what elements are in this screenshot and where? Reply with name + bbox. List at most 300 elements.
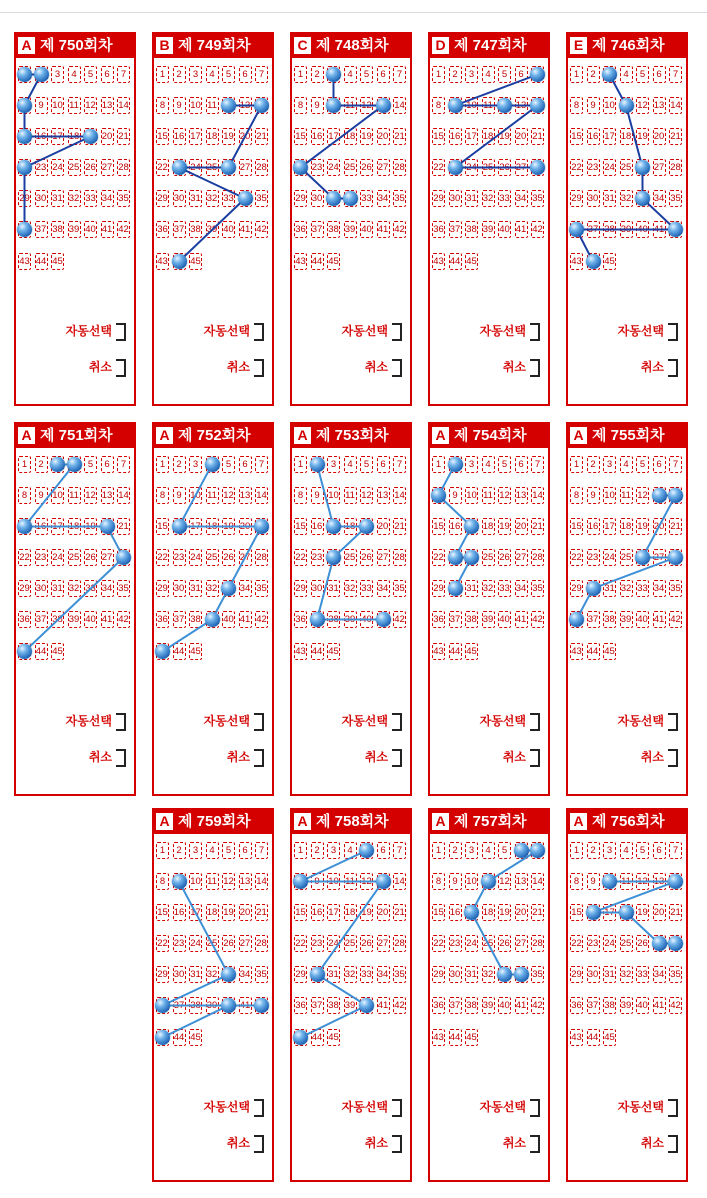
number-cell[interactable]: 3 xyxy=(465,66,478,83)
number-cell[interactable]: 44 xyxy=(587,643,600,660)
number-cell[interactable]: 4 xyxy=(344,456,357,473)
number-cell[interactable]: 20 xyxy=(239,518,252,535)
number-cell[interactable]: 38 xyxy=(603,611,616,628)
number-cell[interactable]: 36 xyxy=(570,997,583,1014)
number-cell[interactable]: 26 xyxy=(360,935,373,952)
number-cell[interactable]: 4 xyxy=(482,66,495,83)
number-cell[interactable]: 43 xyxy=(156,253,169,270)
number-cell[interactable]: 19 xyxy=(222,128,235,145)
number-cell[interactable]: 14 xyxy=(255,873,268,890)
number-cell[interactable]: 11 xyxy=(344,97,357,114)
number-cell[interactable]: 25 xyxy=(344,159,357,176)
number-cell[interactable]: 17 xyxy=(603,904,616,921)
number-cell[interactable]: 43 xyxy=(570,253,583,270)
number-cell[interactable]: 36 xyxy=(294,611,307,628)
number-cell[interactable]: 35 xyxy=(117,580,130,597)
number-cell[interactable]: 38 xyxy=(327,997,340,1014)
number-cell[interactable]: 11 xyxy=(206,487,219,504)
number-cell[interactable]: 23 xyxy=(173,935,186,952)
number-cell[interactable]: 32 xyxy=(482,580,495,597)
number-cell[interactable]: 29 xyxy=(432,580,445,597)
number-cell[interactable]: 5 xyxy=(498,842,511,859)
number-cell[interactable]: 25 xyxy=(206,935,219,952)
number-cell[interactable]: 20 xyxy=(653,904,666,921)
number-cell[interactable]: 42 xyxy=(531,221,544,238)
number-cell[interactable]: 8 xyxy=(156,873,169,890)
number-cell[interactable]: 6 xyxy=(377,66,390,83)
number-cell[interactable]: 24 xyxy=(189,549,202,566)
number-cell[interactable]: 33 xyxy=(360,580,373,597)
number-cell[interactable]: 10 xyxy=(51,487,64,504)
number-cell[interactable]: 22 xyxy=(432,549,445,566)
number-cell[interactable]: 37 xyxy=(173,611,186,628)
number-cell[interactable]: 30 xyxy=(173,190,186,207)
number-cell[interactable]: 42 xyxy=(255,221,268,238)
number-cell[interactable]: 22 xyxy=(18,549,31,566)
number-cell[interactable]: 36 xyxy=(156,221,169,238)
number-cell[interactable]: 22 xyxy=(570,549,583,566)
number-cell[interactable]: 18 xyxy=(344,518,357,535)
number-cell[interactable]: 10 xyxy=(465,487,478,504)
number-cell[interactable]: 6 xyxy=(239,66,252,83)
number-cell[interactable]: 29 xyxy=(156,190,169,207)
number-cell[interactable]: 29 xyxy=(294,580,307,597)
number-cell[interactable]: 20 xyxy=(239,128,252,145)
number-cell[interactable]: 39 xyxy=(206,221,219,238)
number-cell[interactable]: 32 xyxy=(620,190,633,207)
number-cell[interactable]: 11 xyxy=(482,487,495,504)
number-cell[interactable]: 23 xyxy=(587,159,600,176)
number-cell[interactable]: 11 xyxy=(68,487,81,504)
number-cell[interactable]: 10 xyxy=(51,97,64,114)
number-cell[interactable]: 35 xyxy=(669,190,682,207)
number-cell[interactable]: 8 xyxy=(18,487,31,504)
number-cell[interactable]: 7 xyxy=(669,456,682,473)
number-cell[interactable]: 24 xyxy=(327,935,340,952)
number-cell[interactable]: 4 xyxy=(482,842,495,859)
number-cell[interactable]: 44 xyxy=(587,1029,600,1046)
number-cell[interactable]: 9 xyxy=(173,487,186,504)
number-cell[interactable]: 19 xyxy=(498,518,511,535)
number-cell[interactable]: 35 xyxy=(531,580,544,597)
number-cell[interactable]: 22 xyxy=(294,549,307,566)
number-cell[interactable]: 2 xyxy=(587,842,600,859)
number-cell[interactable]: 28 xyxy=(393,549,406,566)
number-cell[interactable]: 20 xyxy=(239,904,252,921)
number-cell[interactable]: 25 xyxy=(344,549,357,566)
number-cell[interactable]: 27 xyxy=(101,549,114,566)
number-cell[interactable]: 35 xyxy=(669,966,682,983)
number-cell[interactable]: 45 xyxy=(327,253,340,270)
number-cell[interactable]: 20 xyxy=(653,128,666,145)
number-cell[interactable]: 17 xyxy=(51,128,64,145)
number-cell[interactable]: 23 xyxy=(587,549,600,566)
number-cell[interactable]: 29 xyxy=(570,190,583,207)
number-cell[interactable]: 7 xyxy=(531,456,544,473)
number-cell[interactable]: 6 xyxy=(377,842,390,859)
number-cell[interactable]: 38 xyxy=(603,221,616,238)
number-cell[interactable]: 10 xyxy=(189,487,202,504)
number-cell[interactable]: 5 xyxy=(222,66,235,83)
number-cell[interactable]: 11 xyxy=(344,487,357,504)
number-cell[interactable]: 43 xyxy=(294,253,307,270)
number-cell[interactable]: 6 xyxy=(101,456,114,473)
number-cell[interactable]: 8 xyxy=(294,487,307,504)
number-cell[interactable]: 20 xyxy=(101,128,114,145)
auto-select-option[interactable] xyxy=(618,1098,678,1117)
number-cell[interactable]: 1 xyxy=(570,842,583,859)
number-cell[interactable]: 36 xyxy=(294,221,307,238)
number-cell[interactable]: 40 xyxy=(222,611,235,628)
number-cell[interactable]: 43 xyxy=(570,643,583,660)
number-cell[interactable]: 44 xyxy=(35,643,48,660)
number-cell[interactable]: 37 xyxy=(587,997,600,1014)
number-cell[interactable]: 17 xyxy=(189,518,202,535)
number-cell[interactable]: 35 xyxy=(531,190,544,207)
number-cell[interactable]: 45 xyxy=(51,643,64,660)
number-cell[interactable]: 16 xyxy=(35,128,48,145)
number-cell[interactable]: 14 xyxy=(531,873,544,890)
number-cell[interactable]: 33 xyxy=(636,966,649,983)
number-cell[interactable]: 3 xyxy=(603,456,616,473)
number-cell[interactable]: 42 xyxy=(669,997,682,1014)
checkbox-bracket-icon[interactable] xyxy=(116,359,126,377)
number-cell[interactable]: 40 xyxy=(360,221,373,238)
number-cell[interactable]: 15 xyxy=(294,904,307,921)
number-cell[interactable]: 4 xyxy=(206,842,219,859)
number-cell[interactable]: 43 xyxy=(570,1029,583,1046)
number-cell[interactable]: 39 xyxy=(482,221,495,238)
number-cell[interactable]: 1 xyxy=(294,456,307,473)
number-cell[interactable]: 18 xyxy=(482,518,495,535)
number-cell[interactable]: 44 xyxy=(311,643,324,660)
number-cell[interactable]: 37 xyxy=(449,221,462,238)
number-cell[interactable]: 19 xyxy=(222,904,235,921)
number-cell[interactable]: 43 xyxy=(432,643,445,660)
number-cell[interactable]: 19 xyxy=(360,904,373,921)
number-cell[interactable]: 14 xyxy=(117,97,130,114)
number-cell[interactable]: 42 xyxy=(531,997,544,1014)
number-cell[interactable]: 40 xyxy=(84,611,97,628)
number-cell[interactable]: 10 xyxy=(465,97,478,114)
number-cell[interactable]: 26 xyxy=(498,159,511,176)
number-cell[interactable]: 17 xyxy=(327,904,340,921)
number-cell[interactable]: 15 xyxy=(294,518,307,535)
number-cell[interactable]: 9 xyxy=(311,487,324,504)
number-cell[interactable]: 16 xyxy=(311,518,324,535)
number-cell[interactable]: 28 xyxy=(393,159,406,176)
number-cell[interactable]: 35 xyxy=(255,190,268,207)
checkbox-bracket-icon[interactable] xyxy=(254,749,264,767)
number-cell[interactable]: 44 xyxy=(311,253,324,270)
cancel-option[interactable] xyxy=(365,358,402,377)
number-cell[interactable]: 38 xyxy=(189,221,202,238)
number-cell[interactable]: 13 xyxy=(515,97,528,114)
number-cell[interactable]: 3 xyxy=(189,66,202,83)
number-cell[interactable]: 27 xyxy=(515,159,528,176)
number-cell[interactable]: 25 xyxy=(482,549,495,566)
number-cell[interactable]: 9 xyxy=(35,97,48,114)
number-cell[interactable]: 7 xyxy=(393,456,406,473)
number-cell[interactable]: 24 xyxy=(51,549,64,566)
number-cell[interactable]: 31 xyxy=(327,966,340,983)
number-cell[interactable]: 45 xyxy=(189,1029,202,1046)
number-cell[interactable]: 43 xyxy=(432,1029,445,1046)
number-cell[interactable]: 25 xyxy=(482,935,495,952)
number-cell[interactable]: 5 xyxy=(636,842,649,859)
number-cell[interactable]: 41 xyxy=(515,221,528,238)
number-cell[interactable]: 9 xyxy=(173,97,186,114)
number-cell[interactable]: 5 xyxy=(498,66,511,83)
auto-select-option[interactable] xyxy=(480,322,540,341)
number-cell[interactable]: 31 xyxy=(465,580,478,597)
auto-select-option[interactable] xyxy=(204,322,264,341)
number-cell[interactable]: 40 xyxy=(360,611,373,628)
number-cell[interactable]: 23 xyxy=(311,935,324,952)
number-cell[interactable]: 41 xyxy=(101,221,114,238)
checkbox-bracket-icon[interactable] xyxy=(254,713,264,731)
number-cell[interactable]: 32 xyxy=(620,966,633,983)
number-cell[interactable]: 29 xyxy=(432,190,445,207)
number-cell[interactable]: 24 xyxy=(603,549,616,566)
number-cell[interactable]: 34 xyxy=(101,580,114,597)
cancel-option[interactable] xyxy=(503,748,540,767)
auto-select-option[interactable] xyxy=(204,1098,264,1117)
number-cell[interactable]: 19 xyxy=(498,904,511,921)
number-cell[interactable]: 34 xyxy=(239,966,252,983)
number-cell[interactable]: 39 xyxy=(620,997,633,1014)
number-cell[interactable]: 40 xyxy=(636,221,649,238)
cancel-option[interactable] xyxy=(227,358,264,377)
cancel-option[interactable] xyxy=(227,748,264,767)
number-cell[interactable]: 14 xyxy=(393,487,406,504)
number-cell[interactable]: 21 xyxy=(393,128,406,145)
number-cell[interactable]: 33 xyxy=(360,190,373,207)
auto-select-option[interactable] xyxy=(204,712,264,731)
number-cell[interactable]: 35 xyxy=(393,190,406,207)
number-cell[interactable]: 21 xyxy=(669,518,682,535)
number-cell[interactable]: 2 xyxy=(173,66,186,83)
number-cell[interactable]: 22 xyxy=(294,935,307,952)
number-cell[interactable]: 23 xyxy=(311,549,324,566)
number-cell[interactable]: 8 xyxy=(432,873,445,890)
number-cell[interactable]: 20 xyxy=(515,518,528,535)
number-cell[interactable]: 11 xyxy=(206,97,219,114)
number-cell[interactable]: 10 xyxy=(465,873,478,890)
number-cell[interactable]: 42 xyxy=(393,997,406,1014)
number-cell[interactable]: 18 xyxy=(620,128,633,145)
number-cell[interactable]: 13 xyxy=(101,487,114,504)
number-cell[interactable]: 11 xyxy=(344,873,357,890)
number-cell[interactable]: 41 xyxy=(653,997,666,1014)
number-cell[interactable]: 5 xyxy=(222,842,235,859)
number-cell[interactable]: 16 xyxy=(449,518,462,535)
number-cell[interactable]: 16 xyxy=(449,904,462,921)
number-cell[interactable]: 10 xyxy=(189,97,202,114)
number-cell[interactable]: 20 xyxy=(515,904,528,921)
number-cell[interactable]: 18 xyxy=(68,128,81,145)
number-cell[interactable]: 34 xyxy=(515,190,528,207)
number-cell[interactable]: 11 xyxy=(68,97,81,114)
number-cell[interactable]: 5 xyxy=(360,456,373,473)
checkbox-bracket-icon[interactable] xyxy=(392,1099,402,1117)
number-cell[interactable]: 24 xyxy=(465,935,478,952)
number-cell[interactable]: 32 xyxy=(206,190,219,207)
number-cell[interactable]: 24 xyxy=(465,159,478,176)
number-cell[interactable]: 5 xyxy=(636,456,649,473)
checkbox-bracket-icon[interactable] xyxy=(116,323,126,341)
checkbox-bracket-icon[interactable] xyxy=(668,713,678,731)
number-cell[interactable]: 3 xyxy=(51,66,64,83)
number-cell[interactable]: 7 xyxy=(117,456,130,473)
number-cell[interactable]: 18 xyxy=(482,904,495,921)
number-cell[interactable]: 41 xyxy=(239,611,252,628)
number-cell[interactable]: 25 xyxy=(206,159,219,176)
number-cell[interactable]: 12 xyxy=(636,487,649,504)
number-cell[interactable]: 40 xyxy=(498,611,511,628)
number-cell[interactable]: 16 xyxy=(587,518,600,535)
number-cell[interactable]: 25 xyxy=(68,549,81,566)
number-cell[interactable]: 4 xyxy=(344,842,357,859)
number-cell[interactable]: 20 xyxy=(377,904,390,921)
number-cell[interactable]: 3 xyxy=(189,842,202,859)
number-cell[interactable]: 26 xyxy=(498,935,511,952)
number-cell[interactable]: 32 xyxy=(206,966,219,983)
number-cell[interactable]: 24 xyxy=(189,935,202,952)
number-cell[interactable]: 12 xyxy=(360,97,373,114)
number-cell[interactable]: 5 xyxy=(636,66,649,83)
number-cell[interactable]: 7 xyxy=(255,456,268,473)
checkbox-bracket-icon[interactable] xyxy=(392,713,402,731)
number-cell[interactable]: 20 xyxy=(377,128,390,145)
number-cell[interactable]: 31 xyxy=(603,966,616,983)
number-cell[interactable]: 2 xyxy=(173,842,186,859)
number-cell[interactable]: 32 xyxy=(620,580,633,597)
number-cell[interactable]: 19 xyxy=(636,904,649,921)
checkbox-bracket-icon[interactable] xyxy=(116,713,126,731)
number-cell[interactable]: 9 xyxy=(587,873,600,890)
number-cell[interactable]: 21 xyxy=(393,904,406,921)
number-cell[interactable]: 36 xyxy=(294,997,307,1014)
number-cell[interactable]: 1 xyxy=(294,66,307,83)
number-cell[interactable]: 20 xyxy=(515,128,528,145)
number-cell[interactable]: 6 xyxy=(239,842,252,859)
number-cell[interactable]: 33 xyxy=(498,190,511,207)
number-cell[interactable]: 2 xyxy=(587,66,600,83)
number-cell[interactable]: 13 xyxy=(239,487,252,504)
number-cell[interactable]: 2 xyxy=(449,66,462,83)
checkbox-bracket-icon[interactable] xyxy=(668,359,678,377)
number-cell[interactable]: 16 xyxy=(311,904,324,921)
number-cell[interactable]: 23 xyxy=(35,549,48,566)
number-cell[interactable]: 21 xyxy=(117,128,130,145)
number-cell[interactable]: 10 xyxy=(603,97,616,114)
number-cell[interactable]: 38 xyxy=(327,611,340,628)
number-cell[interactable]: 10 xyxy=(189,873,202,890)
number-cell[interactable]: 8 xyxy=(570,873,583,890)
number-cell[interactable]: 7 xyxy=(669,66,682,83)
number-cell[interactable]: 4 xyxy=(482,456,495,473)
number-cell[interactable]: 29 xyxy=(294,190,307,207)
number-cell[interactable]: 44 xyxy=(449,643,462,660)
number-cell[interactable]: 30 xyxy=(449,966,462,983)
number-cell[interactable]: 1 xyxy=(432,66,445,83)
number-cell[interactable]: 10 xyxy=(327,487,340,504)
number-cell[interactable]: 15 xyxy=(432,128,445,145)
number-cell[interactable]: 33 xyxy=(84,190,97,207)
number-cell[interactable]: 34 xyxy=(239,580,252,597)
number-cell[interactable]: 25 xyxy=(482,159,495,176)
number-cell[interactable]: 7 xyxy=(669,842,682,859)
number-cell[interactable]: 33 xyxy=(222,190,235,207)
number-cell[interactable]: 21 xyxy=(255,128,268,145)
number-cell[interactable]: 43 xyxy=(18,253,31,270)
number-cell[interactable]: 21 xyxy=(669,128,682,145)
number-cell[interactable]: 21 xyxy=(255,904,268,921)
number-cell[interactable]: 37 xyxy=(587,611,600,628)
number-cell[interactable]: 17 xyxy=(603,128,616,145)
number-cell[interactable]: 16 xyxy=(35,518,48,535)
auto-select-option[interactable] xyxy=(480,1098,540,1117)
number-cell[interactable]: 37 xyxy=(449,611,462,628)
number-cell[interactable]: 23 xyxy=(449,935,462,952)
number-cell[interactable]: 21 xyxy=(531,128,544,145)
number-cell[interactable]: 37 xyxy=(35,611,48,628)
checkbox-bracket-icon[interactable] xyxy=(254,323,264,341)
number-cell[interactable]: 31 xyxy=(189,580,202,597)
number-cell[interactable]: 34 xyxy=(377,580,390,597)
number-cell[interactable]: 36 xyxy=(432,611,445,628)
number-cell[interactable]: 26 xyxy=(84,549,97,566)
number-cell[interactable]: 12 xyxy=(498,487,511,504)
number-cell[interactable]: 42 xyxy=(531,611,544,628)
number-cell[interactable]: 9 xyxy=(587,97,600,114)
number-cell[interactable]: 1 xyxy=(156,456,169,473)
auto-select-option[interactable] xyxy=(342,322,402,341)
number-cell[interactable]: 39 xyxy=(482,997,495,1014)
number-cell[interactable]: 31 xyxy=(603,190,616,207)
number-cell[interactable]: 2 xyxy=(173,456,186,473)
number-cell[interactable]: 20 xyxy=(653,518,666,535)
number-cell[interactable]: 34 xyxy=(377,966,390,983)
number-cell[interactable]: 38 xyxy=(465,221,478,238)
number-cell[interactable]: 29 xyxy=(18,580,31,597)
number-cell[interactable]: 37 xyxy=(173,997,186,1014)
number-cell[interactable]: 22 xyxy=(432,935,445,952)
number-cell[interactable]: 41 xyxy=(377,997,390,1014)
number-cell[interactable]: 41 xyxy=(515,997,528,1014)
number-cell[interactable]: 27 xyxy=(653,549,666,566)
number-cell[interactable]: 27 xyxy=(239,159,252,176)
number-cell[interactable]: 3 xyxy=(327,842,340,859)
number-cell[interactable]: 45 xyxy=(189,643,202,660)
number-cell[interactable]: 24 xyxy=(327,159,340,176)
checkbox-bracket-icon[interactable] xyxy=(254,1099,264,1117)
number-cell[interactable]: 39 xyxy=(344,611,357,628)
number-cell[interactable]: 45 xyxy=(465,1029,478,1046)
auto-select-option[interactable] xyxy=(480,712,540,731)
number-cell[interactable]: 27 xyxy=(377,549,390,566)
cancel-option[interactable] xyxy=(641,748,678,767)
number-cell[interactable]: 7 xyxy=(255,66,268,83)
number-cell[interactable]: 6 xyxy=(515,456,528,473)
number-cell[interactable]: 39 xyxy=(482,611,495,628)
number-cell[interactable]: 20 xyxy=(377,518,390,535)
number-cell[interactable]: 39 xyxy=(206,997,219,1014)
number-cell[interactable]: 45 xyxy=(327,643,340,660)
number-cell[interactable]: 41 xyxy=(239,221,252,238)
number-cell[interactable]: 27 xyxy=(101,159,114,176)
